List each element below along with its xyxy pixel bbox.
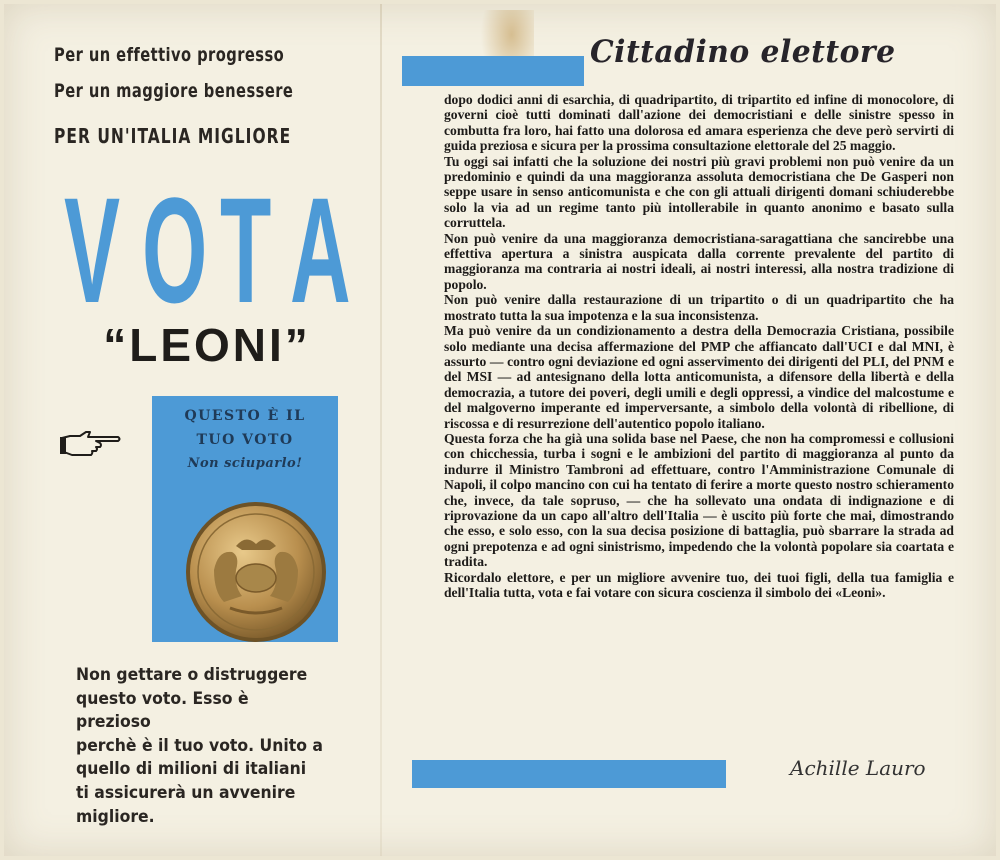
bottom-blue-bar: [412, 760, 726, 788]
warning-text: [76, 664, 324, 829]
fold-line: [380, 4, 382, 856]
page-title: Cittadino elettore: [590, 34, 896, 70]
warning-line: questo voto. Esso è prezioso: [76, 688, 249, 733]
warning-line: quello di milioni di italiani: [76, 759, 307, 780]
slogan-line: PER UN'ITALIA MIGLIORE: [54, 124, 292, 148]
vota-heading: [64, 166, 354, 334]
body-paragraph: dopo dodici anni di esarchia, di quadripartito, di tripartito ed infine di monocolore, di governi cioè tutti dominati dall'azione dei democristiani e delle sinistre spesso in combutta fra loro, hai fatto una dolorosa ed amara esperienza che deve però servirti di guida preziosa e sicura per la prossima consultazione elettorale del 25 maggio.: [444, 92, 954, 154]
ballot-line: Non sciuparlo!: [187, 456, 303, 471]
body-paragraph: Questa forza che ha già una solida base nel Paese, che non ha compromessi e collusioni con chicchessia, turba i sogni e le ambizioni del partito di maggioranza al punto da indurre il Ministro Tambroni ad effettuare, contro l'Amministrazione Comunale di Napoli, il colpo mancino con cui ha tentato di ferire a morte questo nostro schieramento che, invece, da tale sopruso, — che ha sollevato una ondata di indignazione e di riprovazione da un capo all'altro dell'Italia — è uscito più forte che mai, dimostrando che esso, e solo esso, con la sua decisa posizione di battaglia, può sbarrare la strada ad ogni prepotenza e ad ogni sinistrismo, impedendo che la volontà popolare sia coartata e tradita.: [444, 430, 954, 570]
slogan-line: Per un effettivo progresso: [54, 44, 285, 66]
body-paragraph: Ricordalo elettore, e per un migliore avvenire tuo, dei tuoi figli, della tua famiglia e dell'Italia tutta, vota e fai votare con sicura coscienza il simbolo dei «Leoni».: [444, 569, 954, 600]
vota-letter: A: [290, 166, 351, 334]
vota-letter: V: [64, 166, 121, 334]
warning-line: migliore.: [76, 806, 155, 827]
warning-line: Non gettare o distruggere: [76, 665, 308, 685]
ballot-box: [152, 396, 338, 642]
candidate-name: “LEONI”: [103, 319, 311, 371]
body-paragraph: Non può venire da una maggioranza democristiana-saragattiana che sancirebbe una effettiva apertura a sinistra auspicata dalla corrente prevalente del partito di maggioranza ma contraria ai nostri ideali, ai nostri interessi, alla nostra tradizione di popolo.: [444, 230, 954, 292]
body-text: [444, 92, 954, 600]
body-paragraph: Ma può venire da un condizionamento a destra della Democrazia Cristiana, possibile solo mediante una decisa affermazione del PMP che affiancato dall'UCI e dal MNI, è assurto — contro ogni deviazione ed ogni asservimento dei dirigenti del PLI, del PNM e del MSI — ad antesignano della lotta anticomunista, a difensore della libertà e della democrazia, a tutore dei poveri, degli umili e degli oppressi, a vindice del malcostume e del malgoverno imperante ed imperversante, a simbolo della volontà di ribellione, di riscossa e di resurrezione dell'autentico popolo italiano.: [444, 323, 954, 431]
lion-coin-icon: [184, 500, 328, 644]
warning-line: perchè è il tuo voto. Unito a: [76, 735, 323, 756]
title-blue-bar: [402, 56, 584, 86]
ballot-line: TUO VOTO: [196, 432, 294, 448]
body-paragraph: Non può venire dalla restaurazione di un tripartito o di un quadripartito che ha mostrato tutta la sua impotenza e la sua inconsistenza.: [444, 292, 954, 323]
signature: Achille Lauro: [790, 756, 926, 780]
vota-letter: O: [142, 166, 208, 334]
body-paragraph: Tu oggi sai infatti che la soluzione dei nostri più gravi problemi non può venire da un predominio e quindi da una maggioranza assoluta democristiana che De Gasperi non seppe usare in senso anticomunista e che con gli attuali dirigenti domani schiuderebbe solo la via ad un regime tanto più intollerabile in quanto anonimo e basato sulla corruttela.: [444, 153, 954, 231]
pointing-hand-icon: [60, 428, 122, 458]
slogan-line: Per un maggiore benessere: [54, 80, 294, 102]
ballot-line: QUESTO È IL: [184, 408, 306, 424]
vota-letter: T: [220, 166, 272, 334]
warning-line: ti assicurerà un avvenire: [76, 782, 296, 803]
